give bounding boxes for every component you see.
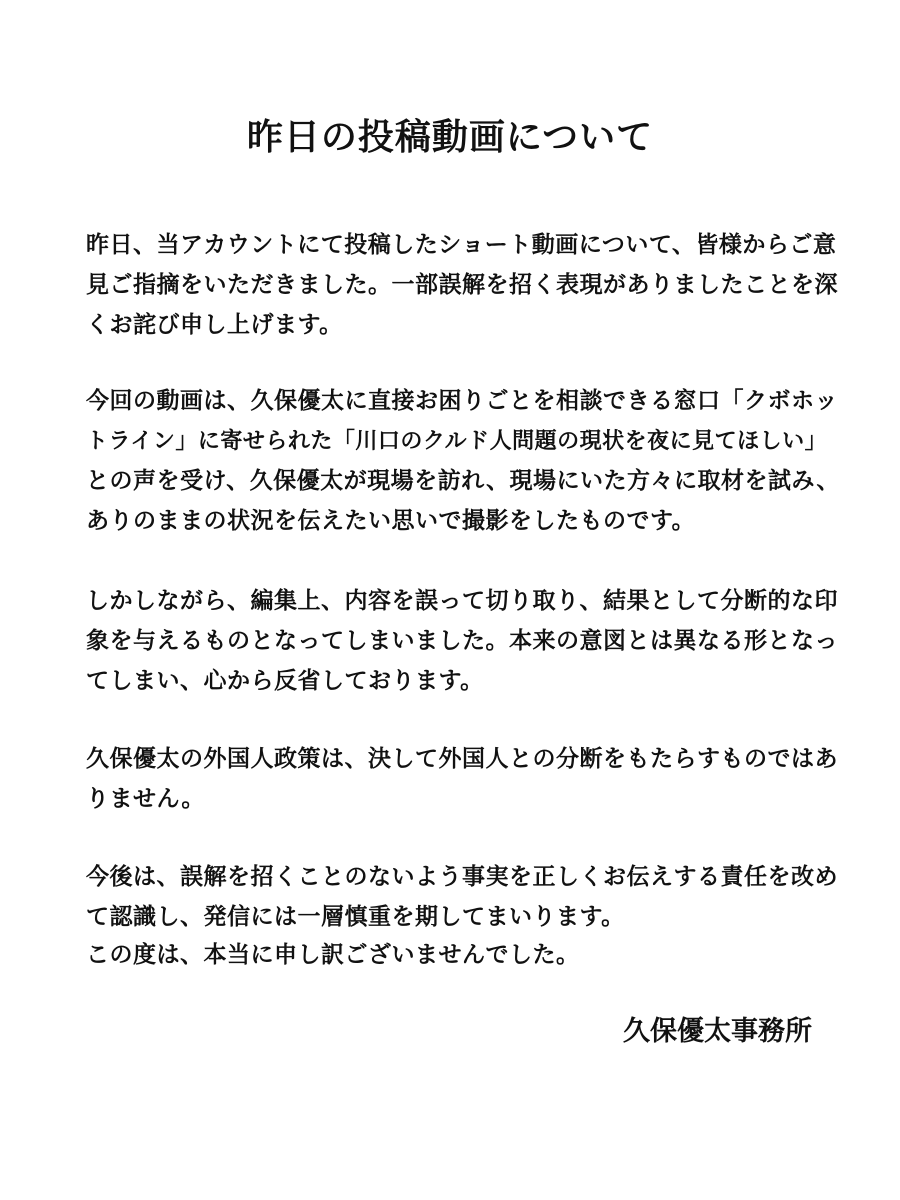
paragraph-3-line-3: てしまい、心から反省しております。 — [86, 667, 484, 694]
signature: 久保優太事務所 — [623, 1016, 812, 1047]
paragraph-1-line-2: 見ご指摘をいただきました。一部誤解を招く表現がありましたことを深 — [86, 271, 838, 298]
paragraph-2-line-1: 今回の動画は、久保優太に直接お困りごとを相談できる窓口「クボホッ — [86, 387, 838, 414]
paragraph-5-line-3: この度は、本当に申し訳ございませんでした。 — [86, 941, 580, 968]
paragraph-2-line-4: ありのままの状況を伝えたい思いで撮影をしたものです。 — [86, 507, 696, 534]
paragraph-2-line-3: との声を受け、久保優太が現場を訪れ、現場にいた方々に取材を試み、 — [86, 467, 840, 494]
paragraph-5-line-1: 今後は、誤解を招くことのないよう事実を正しくお伝えする責任を改め — [86, 863, 838, 890]
paragraph-4-line-1: 久保優太の外国人政策は、決して外国人との分断をもたらすものではあ — [86, 745, 838, 772]
paragraph-4-line-2: りません。 — [86, 785, 205, 812]
paragraph-5-line-2: て認識し、発信には一層慎重を期してまいります。 — [86, 903, 625, 930]
paragraph-1-line-1: 昨日、当アカウントにて投稿したショート動画について、皆様からご意 — [86, 231, 837, 258]
paragraph-3-line-2: 象を与えるものとなってしまいました。本来の意図とは異なる形となっ — [86, 627, 838, 654]
paragraph-1-line-3: くお詫び申し上げます。 — [86, 311, 343, 338]
document-title: 昨日の投稿動画について — [246, 116, 654, 158]
paragraph-2-line-2: トライン」に寄せられた「川口のクルド人問題の現状を夜に見てほしい」 — [86, 428, 828, 454]
paragraph-3-line-1: しかしながら、編集上、内容を誤って切り取り、結果として分断的な印 — [86, 587, 838, 614]
